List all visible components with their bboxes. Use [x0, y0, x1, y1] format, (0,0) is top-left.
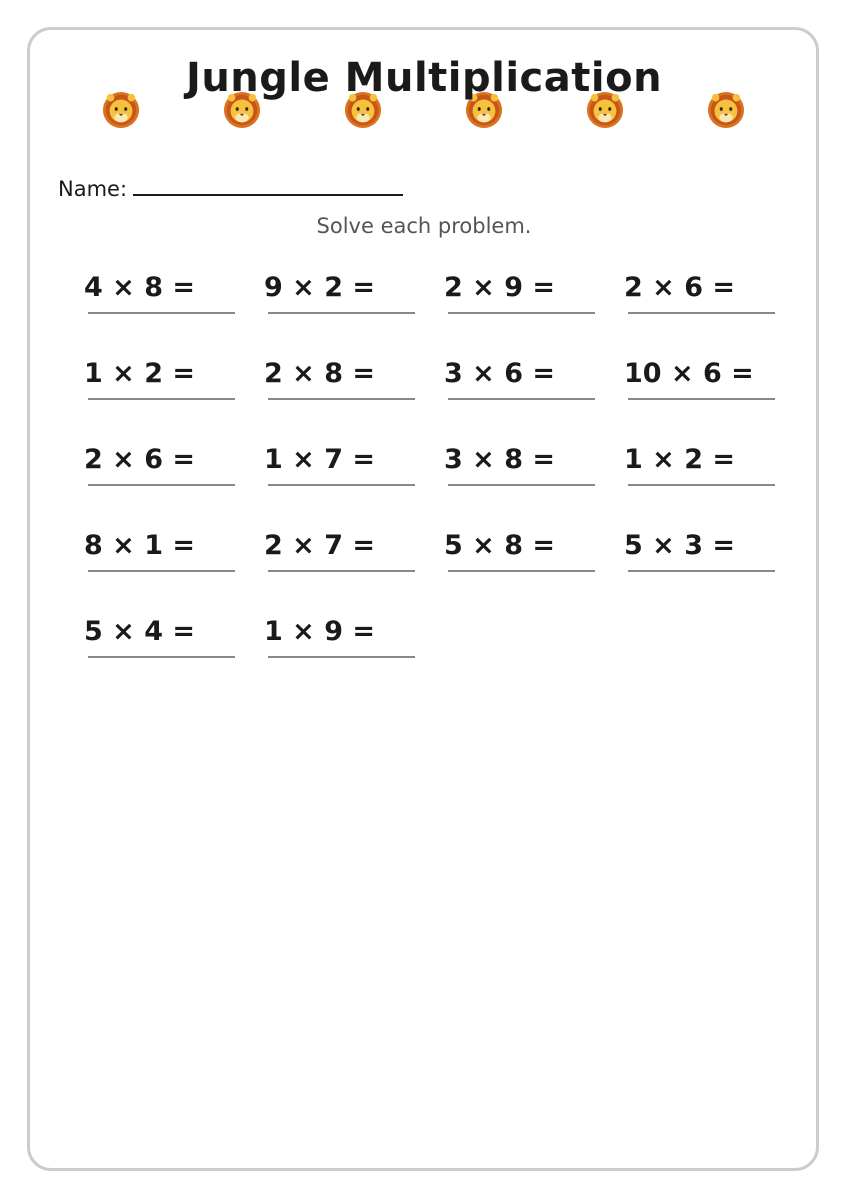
answer-line[interactable]	[88, 398, 235, 400]
problem-expression: 8 × 1 =	[84, 530, 196, 561]
problem-item	[84, 442, 236, 488]
problem-item	[84, 356, 236, 402]
answer-line[interactable]	[448, 312, 595, 314]
name-row	[58, 172, 403, 204]
answer-line[interactable]	[268, 570, 415, 572]
problem-item	[84, 528, 236, 574]
answer-line[interactable]	[628, 570, 775, 572]
problem-expression: 2 × 9 =	[444, 272, 556, 303]
answer-line[interactable]	[268, 312, 415, 314]
problem-expression: 2 × 8 =	[264, 358, 376, 389]
problem-expression: 4 × 8 =	[84, 272, 196, 303]
problem-item	[624, 356, 776, 402]
problem-expression: 3 × 8 =	[444, 444, 556, 475]
problem-expression: 3 × 6 =	[444, 358, 556, 389]
name-label: Name:	[58, 177, 128, 201]
answer-line[interactable]	[88, 484, 235, 486]
problem-expression: 5 × 4 =	[84, 616, 196, 647]
answer-line[interactable]	[88, 656, 235, 658]
problem-expression: 1 × 2 =	[624, 444, 736, 475]
problem-item	[624, 270, 776, 316]
problem-expression: 10 × 6 =	[624, 358, 754, 389]
problem-expression: 2 × 6 =	[624, 272, 736, 303]
problem-item	[264, 356, 416, 402]
answer-line[interactable]	[268, 398, 415, 400]
answer-line[interactable]	[268, 484, 415, 486]
problem-item	[624, 528, 776, 574]
problem-item	[444, 356, 596, 402]
problem-expression: 2 × 6 =	[84, 444, 196, 475]
answer-line[interactable]	[88, 570, 235, 572]
answer-line[interactable]	[628, 312, 775, 314]
answer-line[interactable]	[628, 398, 775, 400]
worksheet-title: Jungle Multiplication	[185, 55, 663, 101]
problem-item	[84, 614, 236, 660]
problem-item	[444, 528, 596, 574]
problem-expression: 5 × 3 =	[624, 530, 736, 561]
problem-expression: 5 × 8 =	[444, 530, 556, 561]
answer-line[interactable]	[448, 484, 595, 486]
problem-expression: 9 × 2 =	[264, 272, 376, 303]
problem-item	[264, 528, 416, 574]
answer-line[interactable]	[448, 570, 595, 572]
name-field[interactable]	[133, 172, 403, 196]
problem-expression: 1 × 9 =	[264, 616, 376, 647]
problem-item	[264, 442, 416, 488]
problem-item	[444, 442, 596, 488]
problem-expression: 1 × 7 =	[264, 444, 376, 475]
problem-item	[84, 270, 236, 316]
answer-line[interactable]	[628, 484, 775, 486]
answer-line[interactable]	[88, 312, 235, 314]
problem-item	[264, 614, 416, 660]
instructions: Solve each problem.	[316, 214, 532, 238]
answer-line[interactable]	[448, 398, 595, 400]
problem-item	[624, 442, 776, 488]
problem-item	[444, 270, 596, 316]
problem-item	[264, 270, 416, 316]
answer-line[interactable]	[268, 656, 415, 658]
problem-expression: 2 × 7 =	[264, 530, 376, 561]
problem-expression: 1 × 2 =	[84, 358, 196, 389]
